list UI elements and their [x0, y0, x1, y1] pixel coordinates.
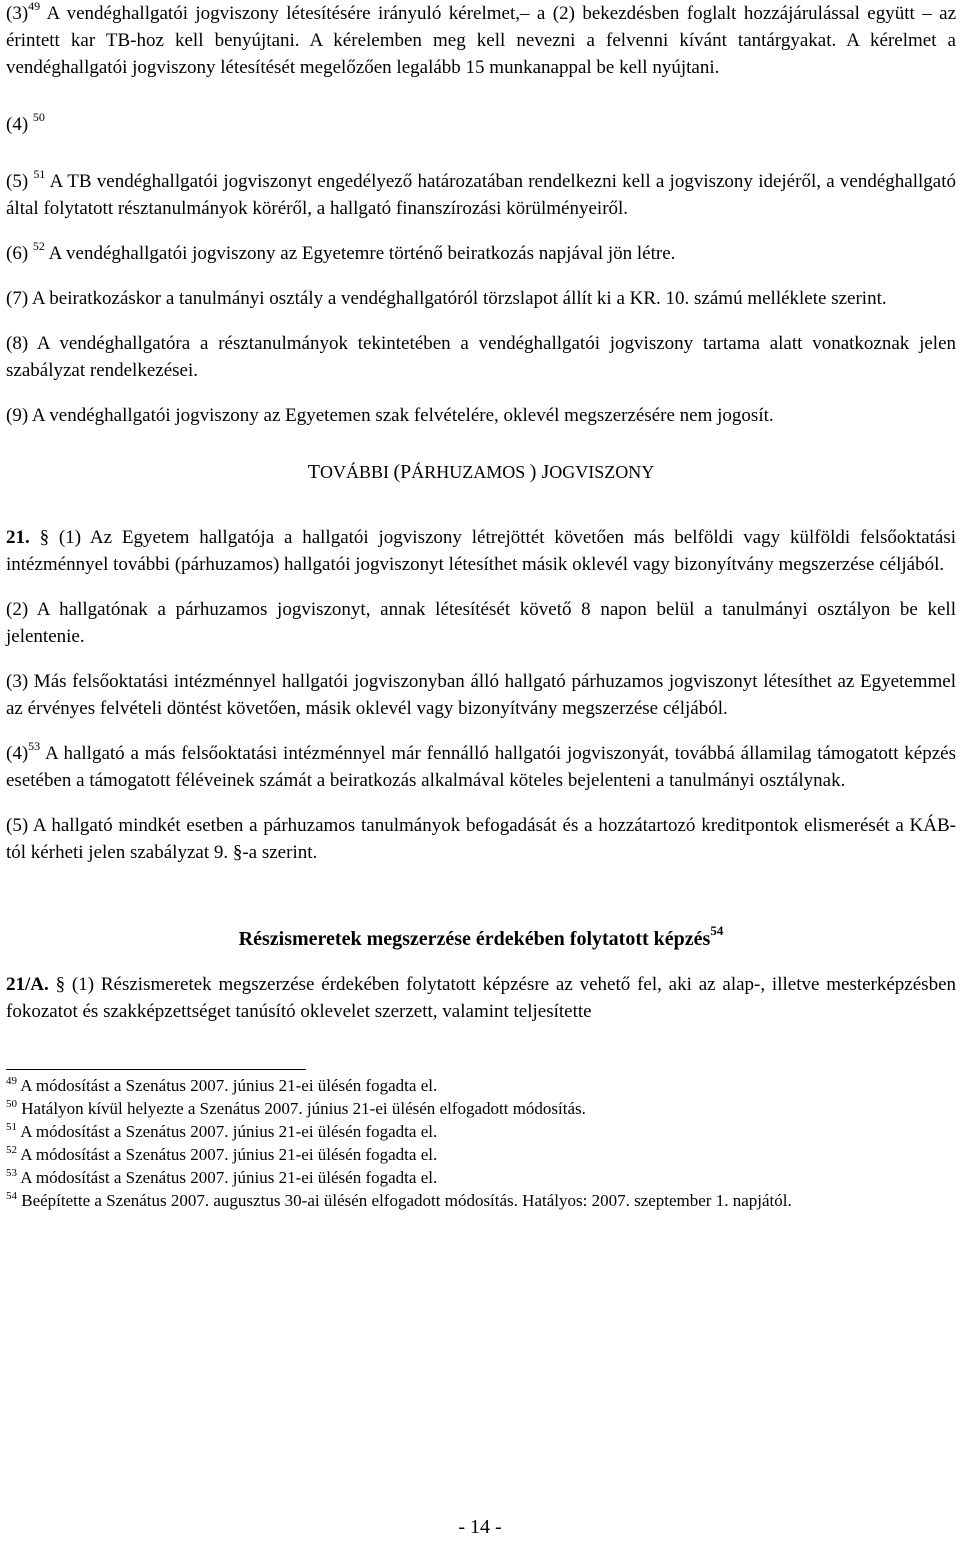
- footnote-49: $^{49}$ A módosítást a Szenátus 2007. június 21-ei ülésén fogadta el.: [6, 1075, 438, 1095]
- footnote-54: $^{54}$ Beépítette a Szenátus 2007. augusztus 30-ai ülésén elfogadott módosítás. Hatályos: 2007. szeptember 1. napjától.: [6, 1190, 792, 1210]
- paragraph-3: $(3)^{49}$ A vendéghallgatói jogviszony létesítésére irányuló kérelmet,– a (2) bekezdésben foglalt hozzájárulással együtt – az érintett kar TB-hoz kell benyújtani. A kérelemben meg kell nevezni a felvenni kívánt tantárgyakat. A kérelmet a vendéghallgatói jogviszony létesítését megelőzően legalább 15 munkanappal be kell nyújtani.: [6, 0, 956, 78]
- footnote-ref-53[interactable]: 53: [28, 739, 41, 753]
- page-number: - 14 -: [458, 1516, 502, 1538]
- footnote-divider: [6, 1069, 306, 1070]
- paragraph-8: (8) A vendéghallgatóra a résztanulmányok tekintetében a vendéghallgatói jogviszony tartama alatt vonatkoznak jelen szabályzat rendelkezései.: [6, 333, 956, 381]
- paragraph-9: (9) A vendéghallgatói jogviszony az Egyetemen szak felvételére, oklevél megszerzésére nem jogosít.: [6, 405, 774, 426]
- paragraph-5: (5) $^{51}$ A TB vendéghallgatói jogviszonyt engedélyező határozatában rendelkezni kell a jogviszony idejéről, a vendéghallgató által folytatott résztanulmányok köréről, a hallgató finanszírozási körülményeiről.: [6, 167, 956, 219]
- section-mark: §: [39, 527, 50, 548]
- section-number: 21/A.: [6, 974, 49, 995]
- section-21-paragraph-2: (2) A hallgatónak a párhuzamos jogviszonyt, annak létesítését követő 8 napon belül a tanulmányi osztályon be kell jelentenie.: [6, 599, 956, 647]
- footnote-52: $^{52}$ A módosítást a Szenátus 2007. június 21-ei ülésén fogadta el.: [6, 1144, 438, 1164]
- section-21-paragraph-1: 21. § (1) Az Egyetem hallgatója a hallgatói jogviszony létrejöttét követően más belföldi vagy külföldi felsőoktatási intézménnyel további (párhuzamos) hallgatói jogviszonyt létesíthet másik oklevél vagy bizonyítvány megszerzése céljából.: [6, 527, 957, 575]
- footnote-51: $^{51}$ A módosítást a Szenátus 2007. június 21-ei ülésén fogadta el.: [6, 1121, 438, 1141]
- section-title-partial-knowledge: Részismeretek megszerzése érdekében folytatott képzés$^{54}$: [238, 923, 724, 950]
- section-21-paragraph-5: (5) A hallgató mindkét esetben a párhuzamos tanulmányok befogadását és a hozzátartozó kreditpontok elismerését a KÁB-tól kérheti jelen szabályzat 9. §-a szerint.: [6, 815, 956, 863]
- footnote-ref-52[interactable]: 52: [32, 239, 45, 253]
- section-mark: §: [55, 974, 66, 995]
- paragraph-4: (4) $^{50}$: [6, 110, 45, 135]
- section-21a-paragraph-1: 21/A. § (1) Részismeretek megszerzése érdekében folytatott képzésre az vehető fel, aki az alap-, illetve mesterképzésben fokozatot és szakképzettséget tanúsító oklevelet szerzett, valamint teljesítette: [6, 974, 956, 1022]
- section-number: 21.: [6, 527, 30, 548]
- footnote-53: $^{53}$ A módosítást a Szenátus 2007. június 21-ei ülésén fogadta el.: [6, 1167, 438, 1187]
- paragraph-6: (6) $^{52}$ A vendéghallgatói jogviszony az Egyetemre történő beiratkozás napjával jön létre.: [6, 239, 676, 264]
- footnote-ref-51[interactable]: 51: [33, 167, 46, 181]
- heading-parallel-legal-relationship: TOVÁBBI (PÁRHUZAMOS ) JOGVISZONY: [307, 461, 655, 483]
- paragraph-7: (7) A beiratkozáskor a tanulmányi osztály a vendéghallgatóról törzslapot állít ki a KR. 10. számú melléklete szerint.: [6, 288, 887, 309]
- section-21-paragraph-3: (3) Más felsőoktatási intézménnyel hallgatói jogviszonyban álló hallgató párhuzamos jogviszonyt létesíthet az Egyetemmel az érvényes felvételi döntést követően, másik oklevél vagy bizonyítvány megszerzése céljából.: [6, 671, 956, 719]
- footnote-50: $^{50}$ Hatályon kívül helyezte a Szenátus 2007. június 21-ei ülésén elfogadott módosítás.: [6, 1098, 586, 1118]
- footnote-ref-49[interactable]: 49: [28, 0, 41, 13]
- footnote-ref-54[interactable]: 54: [710, 923, 724, 938]
- footnotes: [6, 1074, 956, 1212]
- footnote-ref-50[interactable]: 50: [32, 110, 45, 124]
- document-page: [6, 0, 956, 1212]
- section-21-paragraph-4: $(4)^{53}$ A hallgató a más felsőoktatási intézménnyel már fennálló hallgatói jogviszonyát, továbbá államilag támogatott képzés esetében a támogatott féléveinek számát a beiratkozás alkalmával köteles bejelenteni a tanulmányi osztálynak.: [6, 739, 956, 791]
